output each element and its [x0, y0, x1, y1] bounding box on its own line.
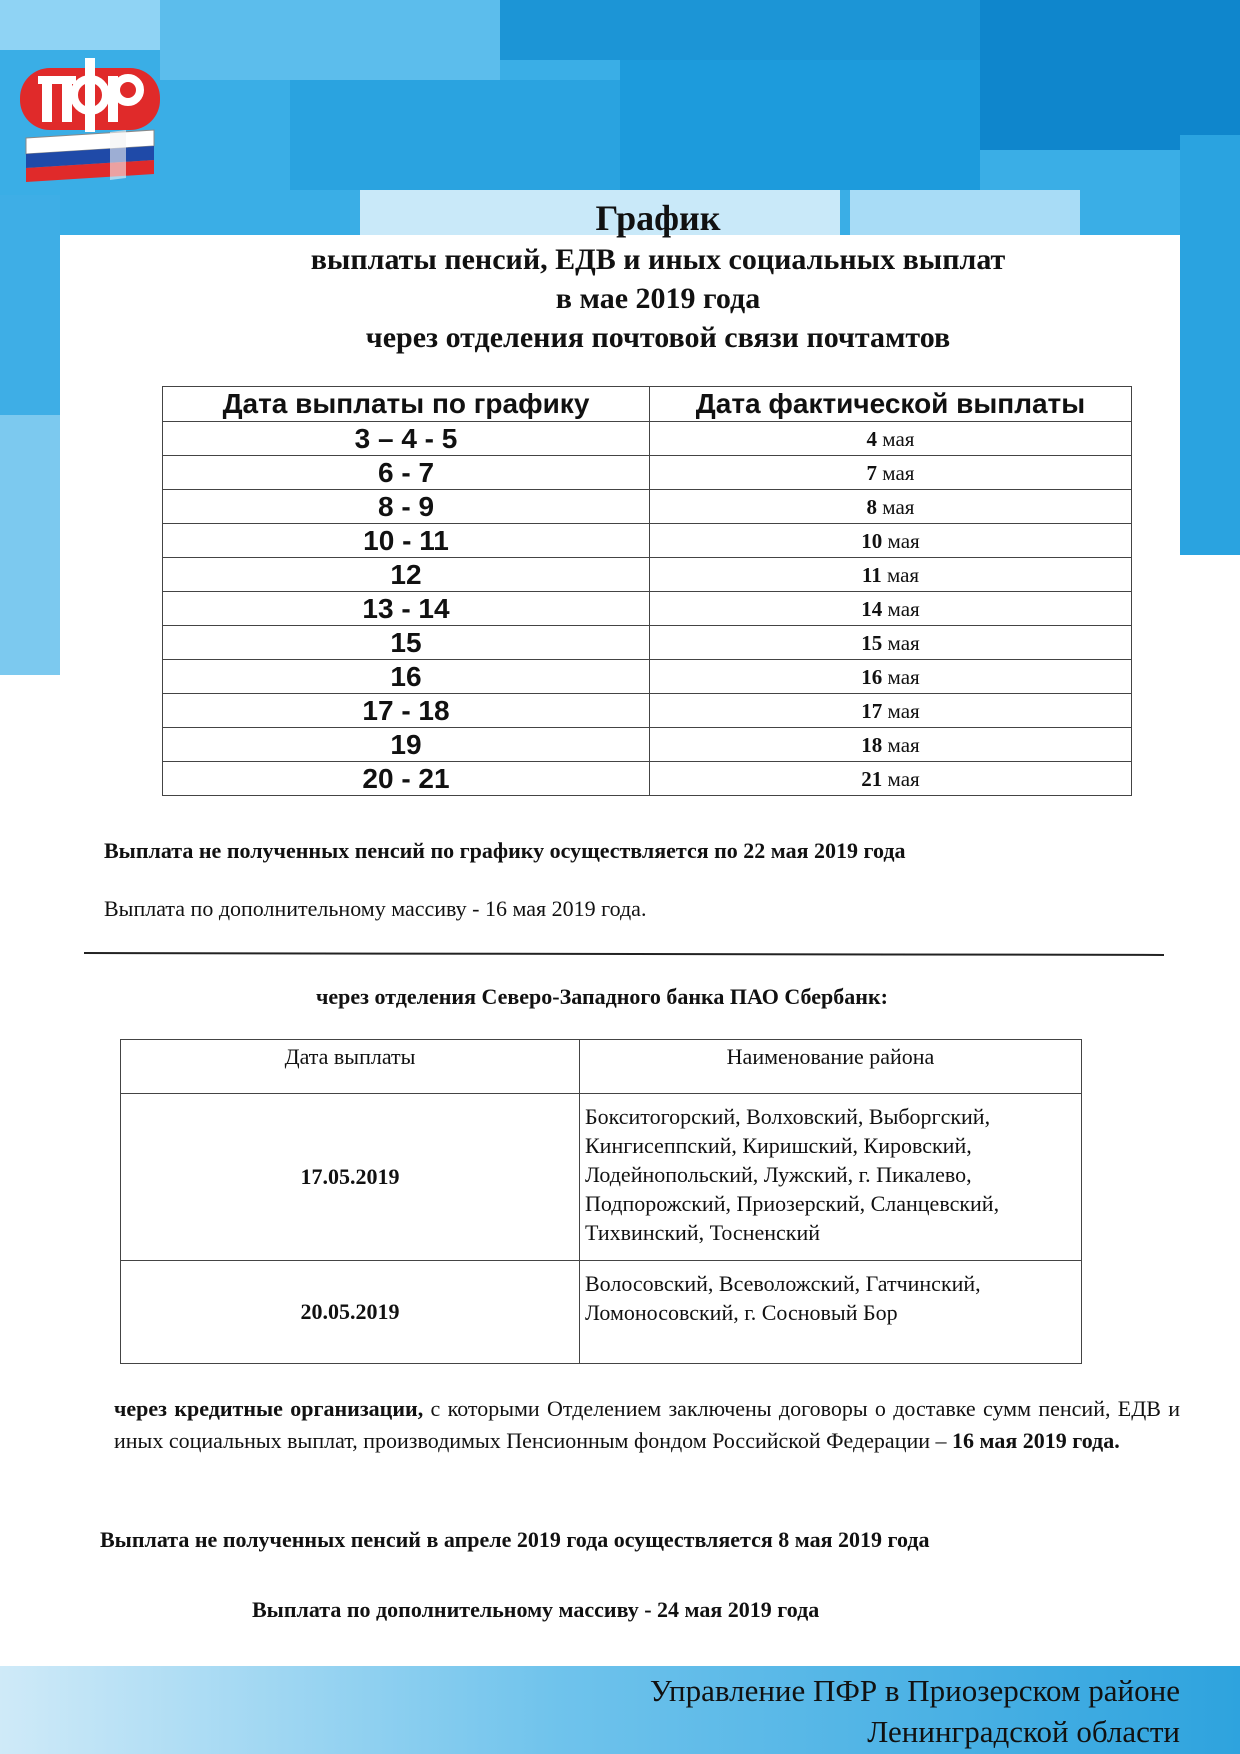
table-row	[163, 490, 1132, 524]
schedule-cell: 19	[163, 728, 650, 762]
header-schedule-date: Дата выплаты по графику	[163, 387, 650, 422]
actual-date-cell	[650, 762, 1132, 796]
actual-day: 16	[861, 664, 883, 689]
table-row	[163, 660, 1132, 694]
actual-day: 18	[861, 732, 883, 757]
schedule-cell: 17 - 18	[163, 694, 650, 728]
credit-text: с которыми Отделением заключены договоры о доставке сумм пенсий, ЕДВ и иных социальных выплат, производимых Пенсионным фондом Российской Федерации –	[114, 1396, 1180, 1453]
actual-month: мая	[887, 766, 920, 791]
actual-day: 10	[861, 528, 883, 553]
actual-month: мая	[882, 426, 915, 451]
district-line: Подпорожский, Приозерский, Сланцевский,	[585, 1191, 1000, 1216]
actual-day: 14	[861, 596, 883, 621]
actual-day: 15	[861, 630, 883, 655]
actual-date-cell	[650, 626, 1132, 660]
actual-date-cell	[650, 728, 1132, 762]
table-header-row	[121, 1040, 1082, 1094]
schedule-cell: 16	[163, 660, 650, 694]
payment-date-cell: 17.05.2019	[121, 1094, 580, 1261]
sber-table-body	[121, 1094, 1082, 1364]
footer	[650, 1670, 1180, 1752]
actual-month: мая	[882, 460, 915, 485]
district-line: Волосовский, Всеволожский, Гатчинский,	[585, 1271, 981, 1296]
actual-month: мая	[887, 596, 920, 621]
title-line-3: через отделения почтовой связи почтамтов	[365, 321, 951, 354]
actual-date-cell	[650, 524, 1132, 558]
header-actual-date: Дата фактической выплаты	[650, 387, 1132, 422]
actual-date-cell	[650, 422, 1132, 456]
district-line: Ломоносовский, г. Сосновый Бор	[585, 1300, 898, 1325]
header-payment-date: Дата выплаты	[121, 1040, 580, 1094]
schedule-cell: 10 - 11	[163, 524, 650, 558]
credit-lead: через кредитные организации,	[114, 1396, 424, 1421]
footer-line-1: Управление ПФР в Приозерском районе	[649, 1673, 1180, 1708]
table-row	[163, 456, 1132, 490]
actual-date-cell	[650, 660, 1132, 694]
actual-date-cell	[650, 490, 1132, 524]
schedule-cell: 13 - 14	[163, 592, 650, 626]
actual-day: 4	[866, 426, 878, 451]
actual-date-cell	[650, 456, 1132, 490]
schedule-cell: 8 - 9	[163, 490, 650, 524]
district-line: Тихвинский, Тосненский	[585, 1220, 821, 1245]
sber-heading: через отделения Северо-Западного банка ПАО Сбербанк:	[316, 984, 888, 1009]
actual-month: мая	[887, 528, 920, 553]
table-row	[163, 694, 1132, 728]
schedule-cell: 6 - 7	[163, 456, 650, 490]
credit-date: 16 мая 2019 года.	[952, 1428, 1120, 1453]
april-unreceived-note: Выплата не полученных пенсий в апреле 2019 года осуществляется 8 мая 2019 года	[100, 1527, 930, 1552]
table-row	[121, 1261, 1082, 1364]
schedule-cell: 15	[163, 626, 650, 660]
table-row	[163, 558, 1132, 592]
post-unreceived-note: Выплата не полученных пенсий по графику осуществляется по 22 мая 2019 года	[104, 838, 906, 863]
actual-date-cell	[650, 694, 1132, 728]
district-line: Бокситогорский, Волховский, Выборгский,	[585, 1104, 991, 1129]
actual-month: мая	[886, 562, 920, 587]
header-district-name: Наименование района	[580, 1040, 1082, 1094]
actual-day: 21	[861, 766, 883, 791]
table-row	[163, 592, 1132, 626]
post-schedule-table	[162, 386, 1132, 796]
credit-paragraph	[114, 1393, 1180, 1457]
table-row	[163, 524, 1132, 558]
additional-array-note: Выплата по дополнительному массиву - 24 мая 2019 года	[252, 1597, 820, 1622]
table-row	[121, 1094, 1082, 1261]
payment-date-cell: 20.05.2019	[121, 1261, 580, 1364]
table-row	[163, 728, 1132, 762]
schedule-cell: 12	[163, 558, 650, 592]
post-table-body	[163, 422, 1132, 796]
footer-line-2: Ленинградской области	[867, 1714, 1180, 1749]
title-block	[150, 196, 1166, 357]
post-additional-note: Выплата по дополнительному массиву - 16 мая 2019 года.	[104, 896, 647, 921]
table-row	[163, 626, 1132, 660]
actual-month: мая	[887, 630, 920, 655]
actual-month: мая	[887, 732, 920, 757]
title-line-2: в мае 2019 года	[555, 282, 761, 315]
schedule-cell: 20 - 21	[163, 762, 650, 796]
page-title: График	[595, 198, 721, 238]
schedule-cell: 3 – 4 - 5	[163, 422, 650, 456]
table-row	[163, 422, 1132, 456]
actual-date-cell	[650, 592, 1132, 626]
district-line: Лодейнопольский, Лужский, г. Пикалево,	[585, 1162, 972, 1187]
actual-month: мая	[887, 698, 920, 723]
title-line-1: выплаты пенсий, ЕДВ и иных социальных выплат	[310, 243, 1006, 276]
actual-day: 7	[866, 460, 878, 485]
actual-month: мая	[882, 494, 915, 519]
district-line: Кингисеппский, Киришский, Кировский,	[585, 1133, 972, 1158]
district-cell	[580, 1094, 1082, 1261]
table-row	[163, 762, 1132, 796]
district-cell	[580, 1261, 1082, 1364]
table-header-row	[163, 387, 1132, 422]
sber-schedule-table	[120, 1039, 1082, 1364]
actual-day: 17	[861, 698, 883, 723]
actual-month: мая	[887, 664, 920, 689]
pfr-logo-icon	[14, 48, 166, 193]
actual-day: 8	[866, 494, 878, 519]
actual-day: 11	[861, 562, 882, 587]
actual-date-cell	[650, 558, 1132, 592]
